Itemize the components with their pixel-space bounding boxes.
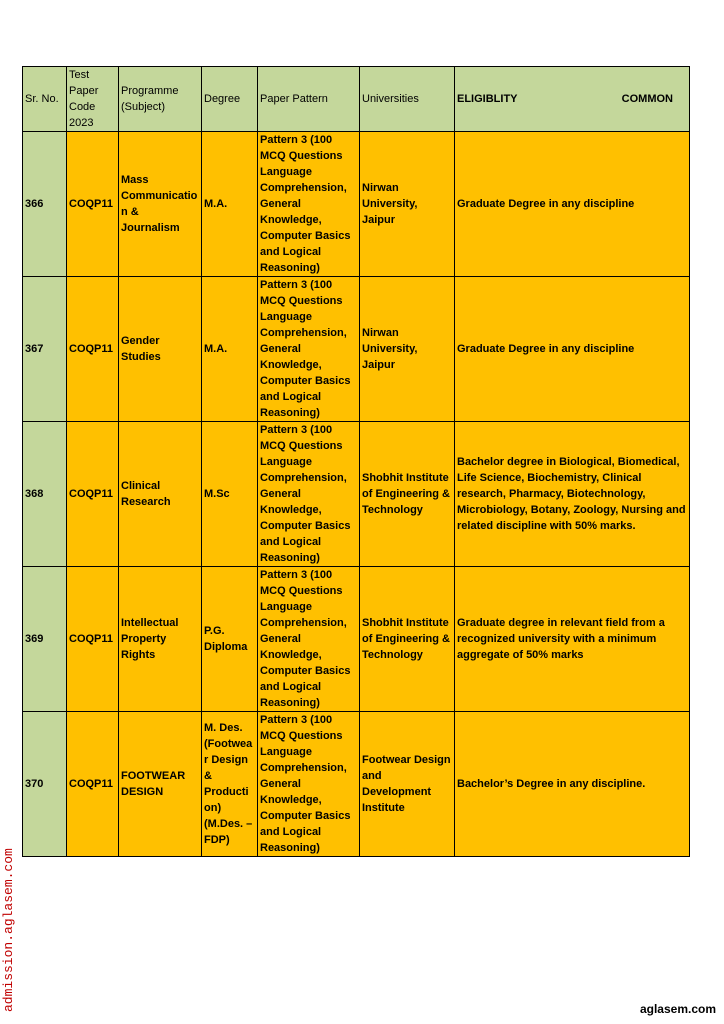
header-universities: Universities [360, 67, 455, 132]
cell-degree: M. Des. (Footwear Design & Production) (M.Des. – FDP) [202, 712, 258, 857]
table-row [23, 567, 690, 712]
table-row [23, 132, 690, 277]
cell-degree: M.Sc [202, 422, 258, 567]
cell-eligibility: Bachelor degree in Biological, Biomedical, Life Science, Biochemistry, Clinical research, Pharmacy, Biotechnology, Microbiology, Botany, Zoology, Nursing and related discipline with 50% marks. [455, 422, 690, 567]
cell-pattern: Pattern 3 (100 MCQ Questions Language Comprehension, General Knowledge, Computer Basics and Logical Reasoning) [258, 132, 360, 277]
table-row [23, 277, 690, 422]
cell-code: COQP11 [67, 132, 119, 277]
table-row [23, 712, 690, 857]
cell-university: Nirwan University, Jaipur [360, 132, 455, 277]
cell-pattern: Pattern 3 (100 MCQ Questions Language Comprehension, General Knowledge, Computer Basics and Logical Reasoning) [258, 712, 360, 857]
cell-programme: FOOTWEAR DESIGN [119, 712, 202, 857]
table-header-row [23, 67, 690, 132]
table-row [23, 422, 690, 567]
cell-degree: M.A. [202, 132, 258, 277]
eligibility-table [22, 66, 690, 857]
cell-pattern: Pattern 3 (100 MCQ Questions Language Comprehension, General Knowledge, Computer Basics and Logical Reasoning) [258, 567, 360, 712]
cell-pattern: Pattern 3 (100 MCQ Questions Language Comprehension, General Knowledge, Computer Basics and Logical Reasoning) [258, 422, 360, 567]
cell-eligibility: Bachelor’s Degree in any discipline. [455, 712, 690, 857]
header-eligibility-cell [455, 67, 690, 132]
cell-programme: Clinical Research [119, 422, 202, 567]
cell-sr-no: 368 [23, 422, 67, 567]
footer-brand: aglasem.com [639, 1002, 716, 1016]
cell-programme: Intellectual Property Rights [119, 567, 202, 712]
cell-sr-no: 369 [23, 567, 67, 712]
cell-eligibility: Graduate degree in relevant field from a recognized university with a minimum aggregate of 50% marks [455, 567, 690, 712]
cell-eligibility: Graduate Degree in any discipline [455, 277, 690, 422]
header-code: Test Paper Code 2023 [67, 67, 119, 132]
cell-pattern: Pattern 3 (100 MCQ Questions Language Comprehension, General Knowledge, Computer Basics and Logical Reasoning) [258, 277, 360, 422]
header-eligibility: ELIGIBLITY [457, 93, 518, 105]
cell-code: COQP11 [67, 567, 119, 712]
header-pattern: Paper Pattern [258, 67, 360, 132]
cell-programme: Gender Studies [119, 277, 202, 422]
cell-sr-no: 367 [23, 277, 67, 422]
cell-code: COQP11 [67, 712, 119, 857]
cell-eligibility: Graduate Degree in any discipline [455, 132, 690, 277]
header-programme: Programme (Subject) [119, 67, 202, 132]
cell-programme: Mass Communication & Journalism [119, 132, 202, 277]
cell-sr-no: 366 [23, 132, 67, 277]
cell-code: COQP11 [67, 277, 119, 422]
header-degree: Degree [202, 67, 258, 132]
header-common: COMMON [621, 93, 673, 105]
cell-sr-no: 370 [23, 712, 67, 857]
cell-university: Shobhit Institute of Engineering & Technology [360, 422, 455, 567]
header-sr-no: Sr. No. [23, 67, 67, 132]
cell-university: Shobhit Institute of Engineering & Technology [360, 567, 455, 712]
watermark: admission.aglasem.com [1, 848, 16, 1012]
cell-university: Nirwan University, Jaipur [360, 277, 455, 422]
cell-university: Footwear Design and Development Institute [360, 712, 455, 857]
cell-degree: P.G. Diploma [202, 567, 258, 712]
cell-code: COQP11 [67, 422, 119, 567]
cell-degree: M.A. [202, 277, 258, 422]
